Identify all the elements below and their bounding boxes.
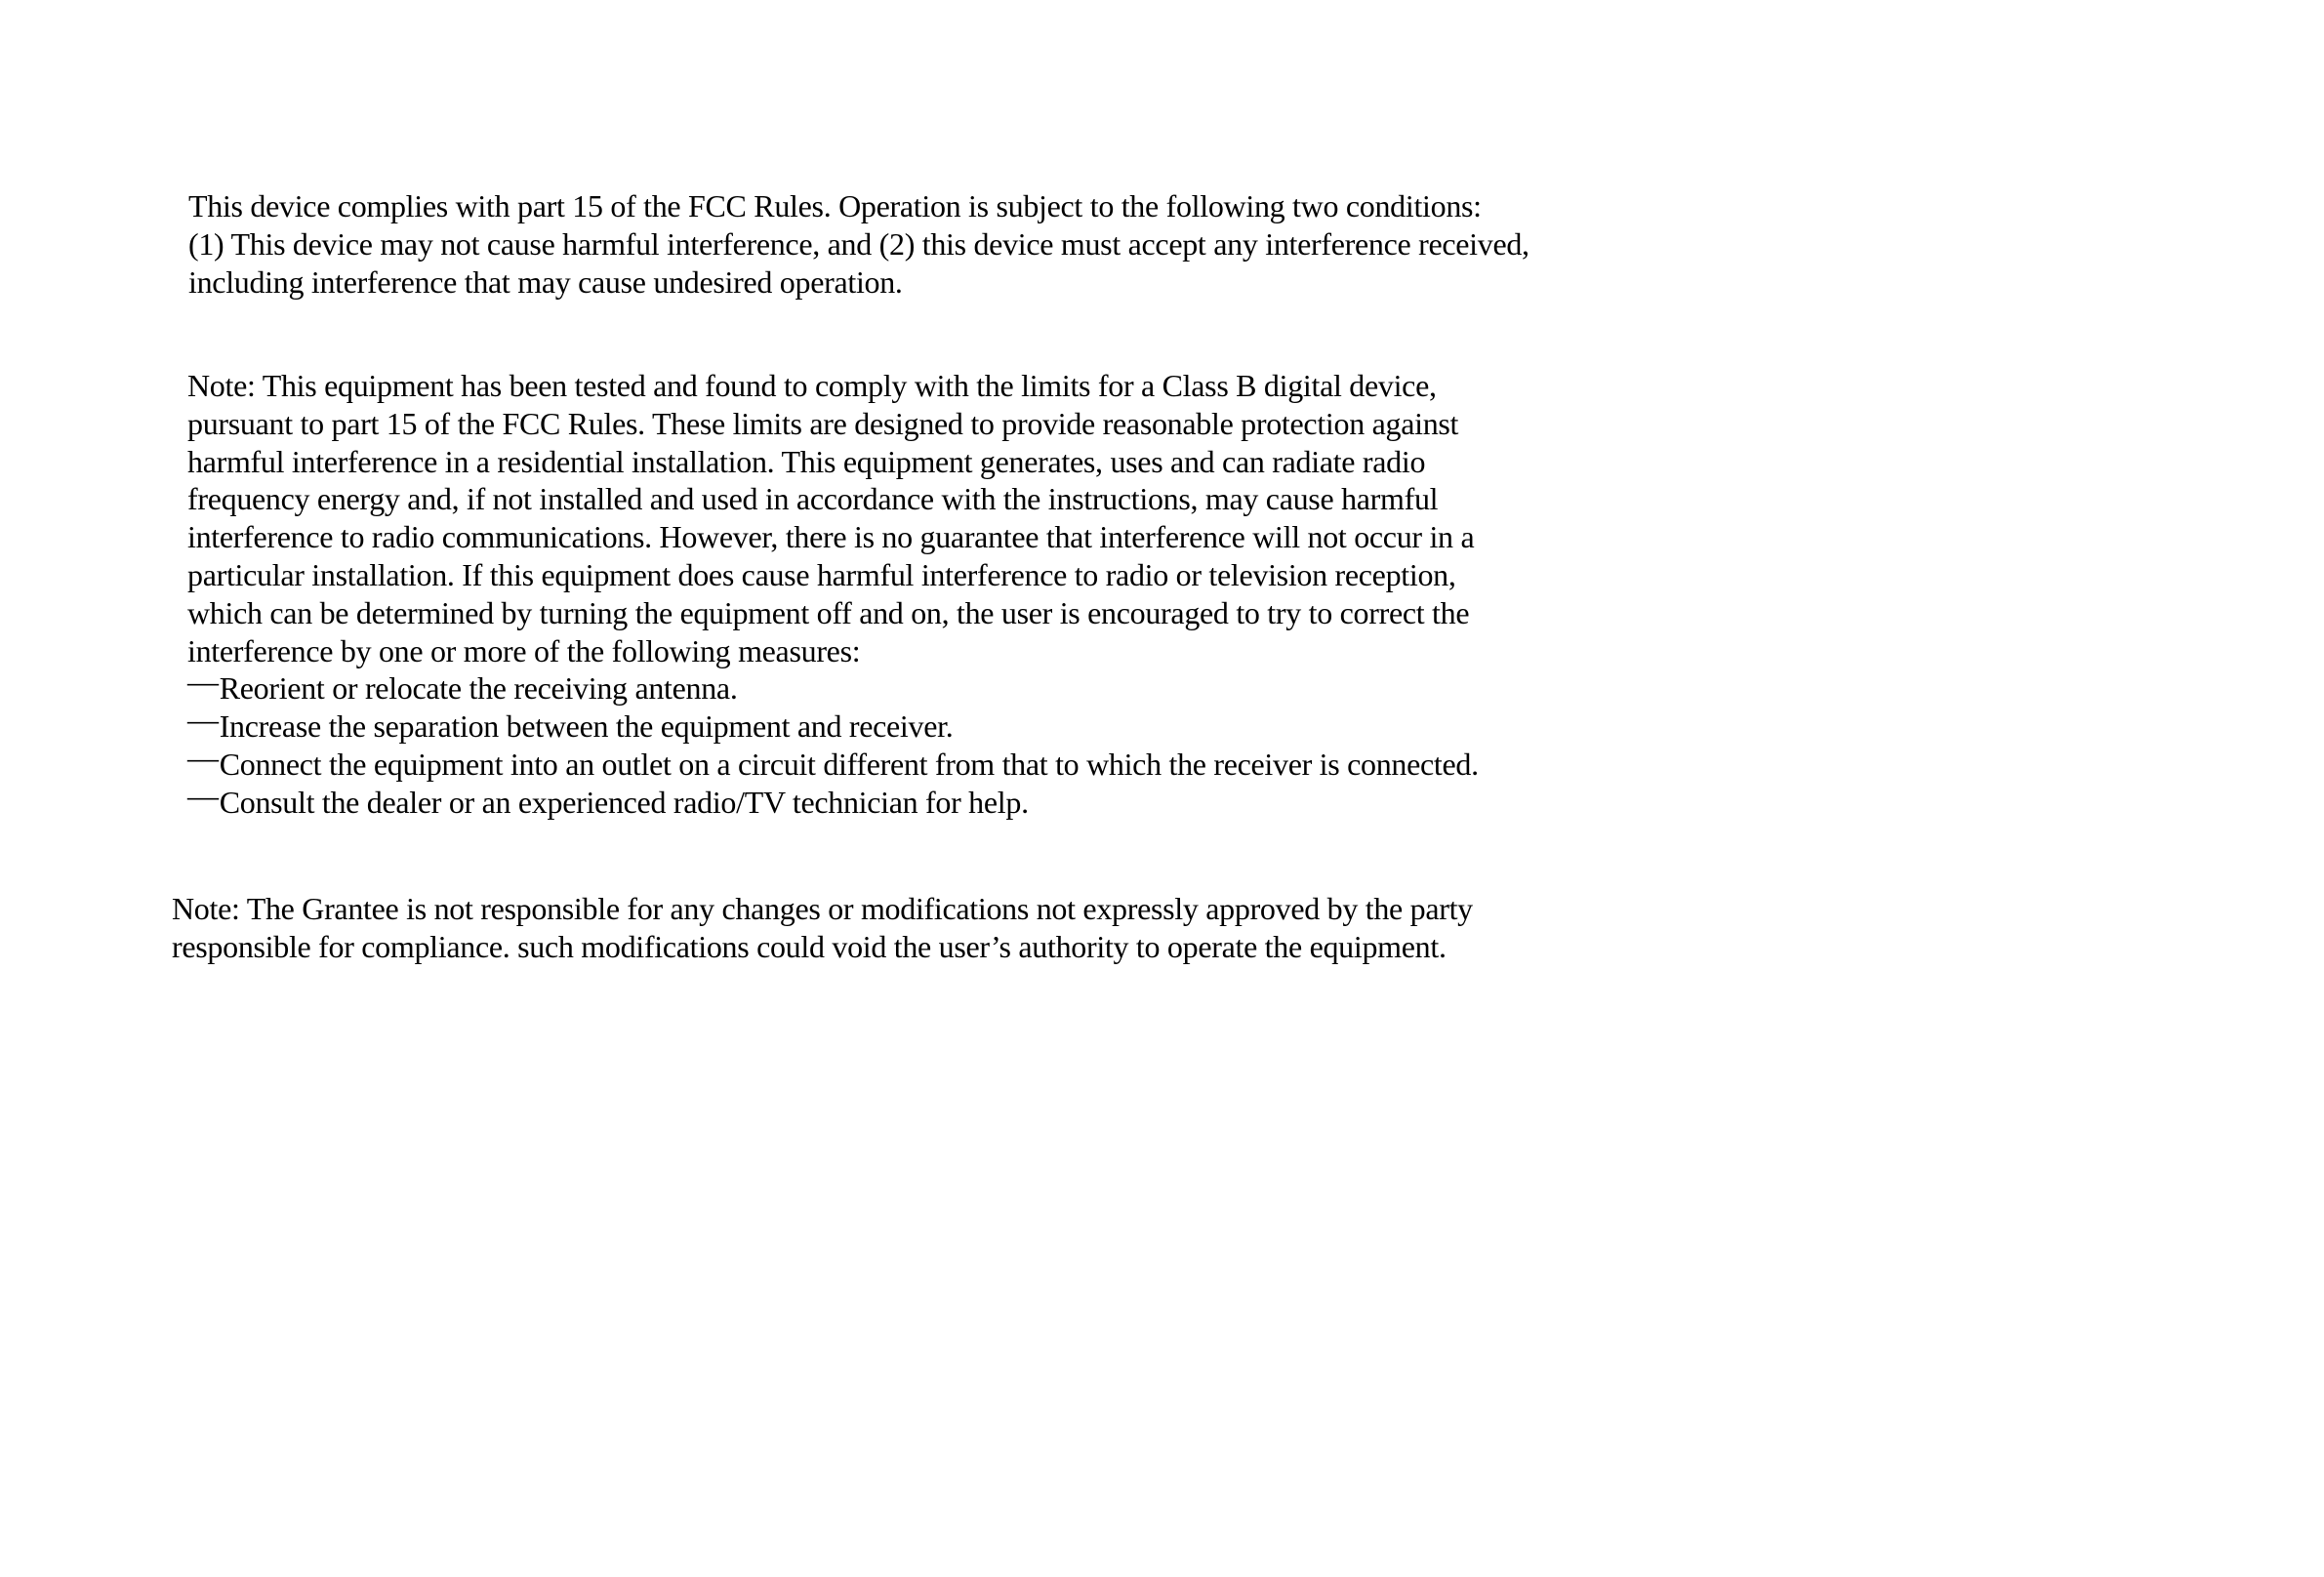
em-dash: — [187, 777, 219, 813]
text-line: interference by one or more of the following measures: [187, 632, 861, 668]
text-line: responsible for compliance. such modifications could void the user’s authority to operate the equipment. [172, 928, 1447, 964]
bullet-text: Consult the dealer or an experienced radio/TV technician for help. [219, 784, 1029, 820]
text-line: (1) This device may not cause harmful interference, and (2) this device must accept any interference received, [188, 225, 1529, 262]
text-line: including interference that may cause undesired operation. [188, 263, 903, 300]
grantee-modification-note [172, 890, 1473, 966]
bullet-text: Connect the equipment into an outlet on a circuit different from that to which the receiver is connected. [219, 746, 1479, 782]
em-dash: — [187, 739, 219, 775]
fcc-class-b-note [187, 367, 1479, 822]
text-line: harmful interference in a residential installation. This equipment generates, uses and can radiate radio [187, 443, 1426, 479]
bullet-item [187, 777, 1479, 822]
text-line: particular installation. If this equipment does cause harmful interference to radio or television reception, [187, 556, 1456, 592]
fcc-part15-compliance-statement [188, 187, 1529, 301]
text-line: Note: The Grantee is not responsible for any changes or modifications not expressly approved by the party [172, 891, 1473, 926]
bullet-item [187, 739, 1479, 784]
text-line: frequency energy and, if not installed and used in accordance with the instructions, may cause harmful [187, 481, 1439, 517]
em-dash: — [187, 664, 219, 700]
bullet-item [187, 702, 1479, 746]
text-line: This device complies with part 15 of the FCC Rules. Operation is subject to the following two conditions: [188, 188, 1482, 223]
text-line: pursuant to part 15 of the FCC Rules. These limits are designed to provide reasonable protection against [187, 405, 1459, 441]
bullet-item [187, 664, 1479, 708]
bullet-text: Increase the separation between the equipment and receiver. [219, 708, 954, 745]
text-line: Note: This equipment has been tested and found to comply with the limits for a Class B digital device, [187, 368, 1437, 403]
text-line: interference to radio communications. However, there is no guarantee that interference will not occur in a [187, 519, 1475, 555]
em-dash: — [187, 702, 219, 738]
bullet-text: Reorient or relocate the receiving antenna. [219, 670, 738, 707]
text-line: which can be determined by turning the equipment off and on, the user is encouraged to try to correct the [187, 594, 1470, 630]
